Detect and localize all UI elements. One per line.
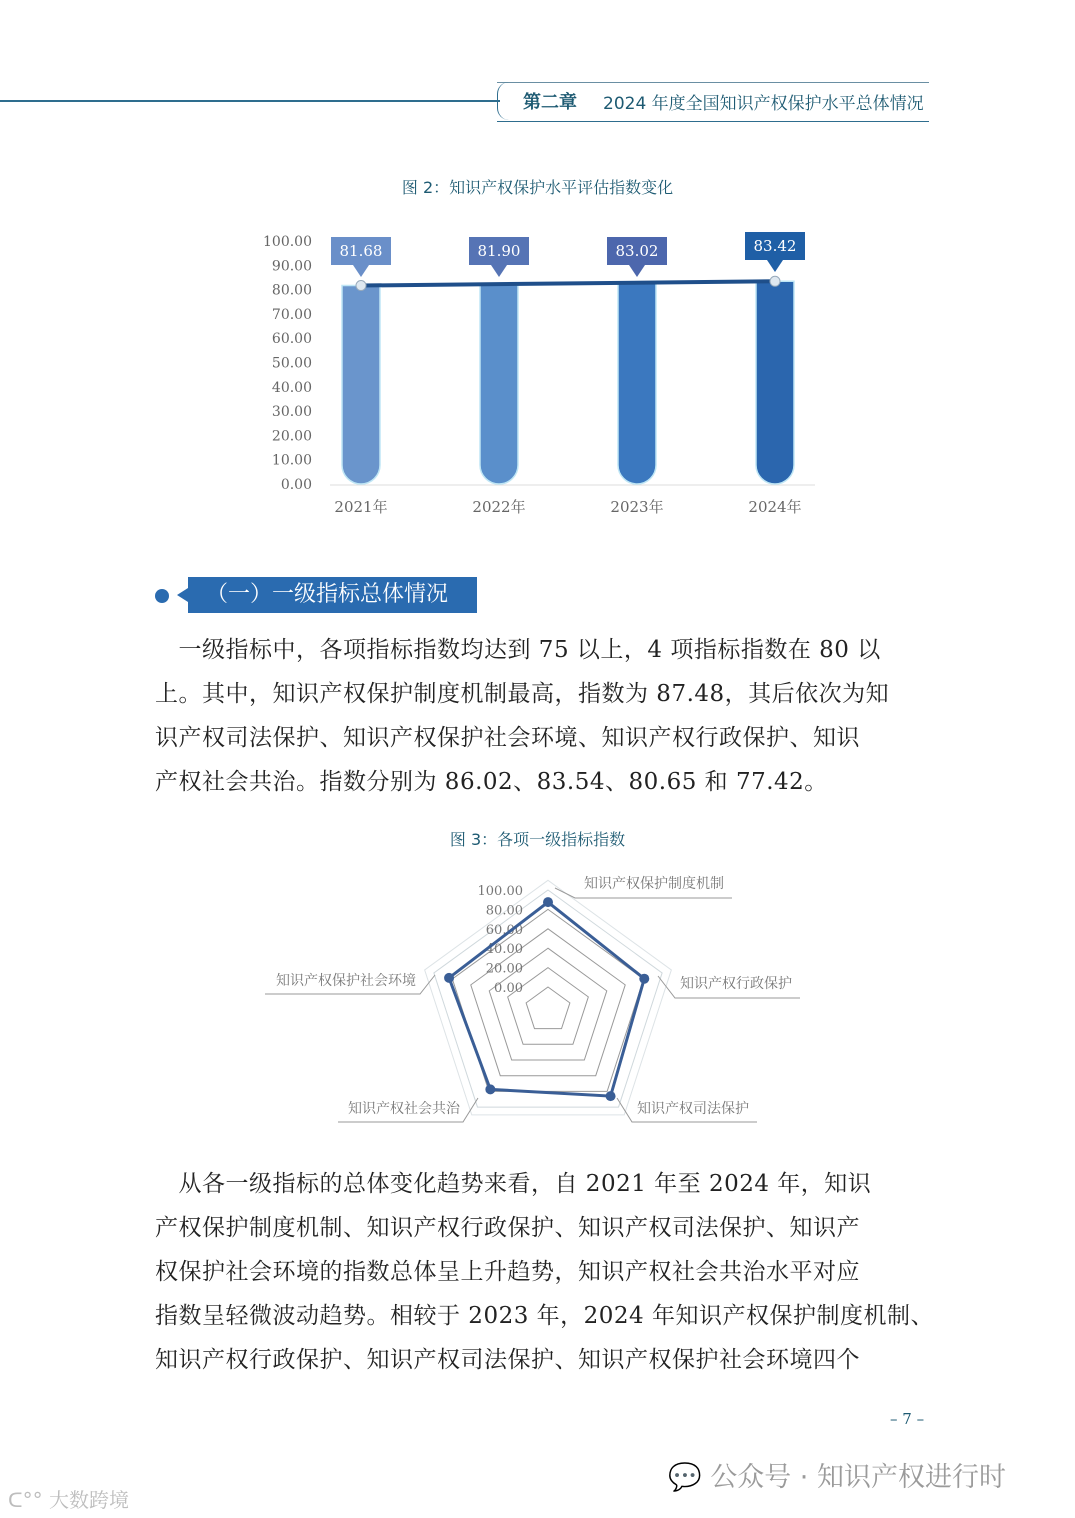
radar-point	[606, 1091, 616, 1101]
chapter-label: 第二章	[523, 92, 577, 113]
x-tick-label: 2024年	[748, 498, 802, 516]
radar-point	[444, 973, 454, 983]
paragraph-line: 从各一级指标的总体变化趋势来看，自 2021 年至 2024 年，知识	[155, 1171, 872, 1197]
paragraph-line: 上。其中，知识产权保护制度机制最高，指数为 87.48，其后依次为知	[155, 681, 890, 707]
y-tick-label: 80.00	[271, 282, 312, 299]
wechat-watermark-text: 公众号 · 知识产权进行时	[710, 1462, 1006, 1493]
paragraph-line: 产权社会共治。指数分别为 86.02、83.54、80.65 和 77.42。	[155, 769, 828, 795]
trend-marker	[770, 276, 780, 286]
x-tick-label: 2021年	[334, 498, 388, 516]
chapter-title: 2024 年度全国知识产权保护水平总体情况	[603, 94, 924, 114]
y-tick-label: 20.00	[271, 428, 312, 445]
radar-axis-label: 知识产权保护社会环境	[276, 973, 416, 989]
radar-tick-label: 80.00	[485, 903, 523, 919]
radar-axis-label: 知识产权保护制度机制	[584, 876, 724, 892]
y-tick-label: 100.00	[263, 234, 312, 250]
y-tick-label: 0.00	[280, 477, 312, 493]
logo-watermark	[8, 1484, 129, 1513]
radar-grid-ring	[434, 890, 662, 1107]
wechat-watermark	[668, 1455, 1006, 1494]
bar	[756, 281, 794, 484]
radar-axis-label: 知识产权行政保护	[680, 976, 792, 992]
trend-line	[361, 281, 775, 285]
paragraph-line: 知识产权行政保护、知识产权司法保护、知识产权保护社会环境四个	[155, 1347, 860, 1373]
data-label-pointer	[491, 265, 507, 277]
data-label: 83.42	[753, 237, 797, 255]
data-label: 81.90	[477, 242, 521, 260]
data-label: 83.02	[615, 242, 659, 260]
radar-axis-label: 知识产权司法保护	[637, 1101, 749, 1117]
x-tick-label: 2022年	[472, 498, 526, 516]
radar-tick-label: 100.00	[477, 884, 523, 899]
bar	[342, 286, 380, 484]
paragraph-line: 权保护社会环境的指数总体呈上升趋势，知识产权社会共治水平对应	[155, 1259, 860, 1285]
radar-tick-label: 60.00	[485, 922, 523, 938]
section-bullet	[155, 589, 169, 603]
y-tick-label: 10.00	[271, 452, 312, 469]
radar-point	[543, 897, 553, 907]
paragraph-line: 识产权司法保护、知识产权保护社会环境、知识产权行政保护、知识	[155, 725, 860, 751]
paragraph-line: 指数呈轻微波动趋势。相较于 2023 年，2024 年知识产权保护制度机制、	[155, 1303, 934, 1329]
radar-chart	[0, 850, 1075, 1140]
data-label-pointer	[353, 265, 369, 277]
logo-icon: ᑕ°°	[8, 1488, 43, 1512]
paragraph-line: 产权保护制度机制、知识产权行政保护、知识产权司法保护、知识产	[155, 1215, 860, 1241]
radar-tick-label: 40.00	[485, 942, 523, 958]
bar-chart	[0, 0, 1075, 530]
paragraph-line: 一级指标中，各项指标指数均达到 75 以上，4 项指标指数在 80 以	[155, 637, 881, 663]
radar-tick-label: 0.00	[494, 981, 523, 996]
data-label: 81.68	[339, 242, 383, 260]
radar-point	[485, 1084, 495, 1094]
trend-marker	[356, 281, 366, 291]
bar	[618, 282, 656, 484]
figure-3-title: 图 3：各项一级指标指数	[449, 830, 626, 849]
section-arrow	[177, 588, 188, 602]
radar-grid-ring	[526, 987, 570, 1029]
y-tick-label: 50.00	[271, 355, 312, 372]
radar-tick-label: 20.00	[485, 961, 523, 977]
radar-axis-label: 知识产权社会共治	[348, 1101, 460, 1117]
bar	[480, 285, 518, 484]
radar-outer-frame	[425, 880, 672, 1115]
y-tick-label: 70.00	[271, 306, 312, 323]
y-tick-label: 30.00	[271, 404, 312, 421]
radar-grid-ring	[508, 968, 589, 1045]
logo-watermark-text: 大数跨境	[48, 1488, 129, 1512]
wechat-icon: 💬	[668, 1462, 702, 1493]
data-label-pointer	[767, 260, 783, 272]
figure-2-title: 图 2：知识产权保护水平评估指数变化	[401, 178, 674, 197]
radar-point	[639, 974, 649, 984]
section-heading: （一）一级指标总体情况	[188, 577, 477, 613]
x-tick-label: 2023年	[610, 498, 664, 516]
page-number: – 7 –	[890, 1410, 925, 1428]
y-tick-label: 90.00	[271, 258, 312, 275]
y-tick-label: 60.00	[271, 331, 312, 348]
data-label-pointer	[629, 265, 645, 277]
y-tick-label: 40.00	[271, 379, 312, 396]
